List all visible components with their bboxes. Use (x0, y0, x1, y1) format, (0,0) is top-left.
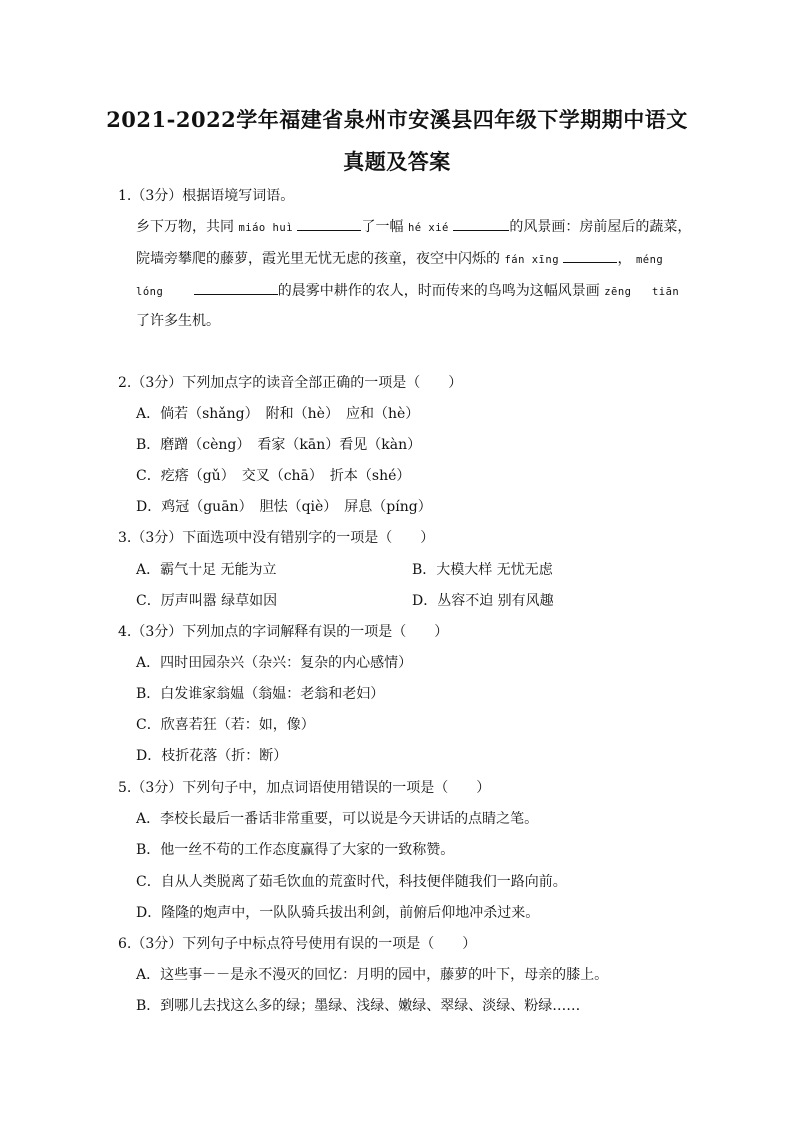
q3-option-c[interactable]: C．厉声叫嚣 绿草如因 (136, 593, 278, 609)
q4-option-b[interactable]: B．白发谁家翁媪（翁媪：老翁和老妇） (136, 686, 385, 702)
q2-option-c[interactable]: C．疙瘩（gǔ） 交叉（chā） 折本（shé） (136, 468, 411, 484)
answer-blank[interactable] (194, 280, 278, 295)
pinyin-fanxing: fán xīng (504, 254, 560, 266)
q5-option-b[interactable]: B．他一丝不苟的工作态度赢得了大家的一致称赞。 (136, 842, 455, 858)
pinyin-long: lóng (136, 286, 164, 298)
q6-stem: 6.（3分）下列句子中标点符号使用有误的一项是（ ） (118, 936, 477, 952)
q4-option-d[interactable]: D．枝折花落（折：断） (136, 748, 288, 764)
q1-text: 的风景画：房前屋后的蔬菜， (509, 219, 692, 235)
q5-stem: 5.（3分）下列句子中，加点词语使用错误的一项是（ ） (118, 780, 491, 796)
q1-paragraph-line-4: 了许多生机。 (136, 313, 220, 329)
q5-option-a[interactable]: A．李校长最后一番话非常重要，可以说是今天讲话的点睛之笔。 (136, 811, 539, 827)
q2-option-d[interactable]: D．鸡冠（guān） 胆怯（qiè） 屏息（píng） (136, 499, 432, 515)
pinyin-meng: méng (635, 254, 664, 266)
q5-option-d[interactable]: D．隆隆的炮声中，一队队骑兵拔出利剑，前俯后仰地冲杀过来。 (136, 905, 540, 921)
answer-blank[interactable] (297, 216, 361, 231)
q1-paragraph-line-3 (136, 280, 679, 302)
pinyin-hexie: hé xié (407, 222, 449, 234)
q4-option-a[interactable]: A．四时田园杂兴（杂兴：复杂的内心感情） (136, 655, 413, 671)
q1-text: 了一幅 (361, 219, 404, 235)
q5-option-c[interactable]: C．自从人类脱离了茹毛饮血的荒蛮时代，科技便伴随我们一路向前。 (136, 874, 567, 890)
q1-text: 的晨雾中耕作的农人，时而传来的鸟鸣为这幅风景画 (277, 283, 600, 299)
q1-stem: 1.（3分）根据语境写词语。 (118, 188, 295, 204)
document-title-line-1: 2021-2022学年福建省泉州市安溪县四年级下学期期中语文 (106, 107, 688, 132)
pinyin-miaohui: miáo huì (238, 222, 294, 234)
document-title-line-2: 真题及答案 (343, 149, 451, 174)
q1-text: ， (617, 251, 632, 267)
q3-option-d[interactable]: D．丛容不迫 别有风趣 (412, 593, 554, 609)
q6-option-a[interactable]: A．这些事－－是永不漫灭的回忆：月明的园中，藤萝的叶下，母亲的膝上。 (136, 967, 609, 983)
q1-text: 乡下万物，共同 (136, 219, 234, 235)
q1-paragraph-line-1 (136, 216, 691, 238)
q4-stem: 4.（3分）下列加点的字词解释有误的一项是（ ） (118, 624, 449, 640)
q2-stem: 2.（3分）下列加点字的读音全部正确的一项是（ ） (118, 375, 463, 391)
q2-option-a[interactable]: A．倘若（shǎng） 附和（hè） 应和（hè） (136, 406, 420, 422)
q4-option-c[interactable]: C．欣喜若狂（若：如，像） (136, 717, 315, 733)
q1-text: 院墙旁攀爬的藤萝，霞光里无忧无虑的孩童，夜空中闪烁的 (136, 251, 500, 267)
q1-paragraph-line-2 (136, 248, 663, 270)
pinyin-zeng: zēng (604, 286, 632, 298)
q3-stem: 3.（3分）下面选项中没有错别字的一项是（ ） (118, 530, 435, 546)
answer-blank[interactable] (563, 248, 617, 263)
q2-option-b[interactable]: B．磨蹭（cèng） 看家（kān）看见（kàn） (136, 437, 422, 453)
answer-blank[interactable] (453, 216, 509, 231)
q6-option-b[interactable]: B．到哪儿去找这么多的绿；墨绿、浅绿、嫩绿、翠绿、淡绿、粉绿…… (136, 998, 581, 1014)
q3-option-b[interactable]: B．大模大样 无忧无虑 (412, 562, 553, 578)
q3-option-a[interactable]: A．霸气十足 无能为立 (136, 562, 277, 578)
pinyin-tian: tiān (651, 286, 680, 298)
